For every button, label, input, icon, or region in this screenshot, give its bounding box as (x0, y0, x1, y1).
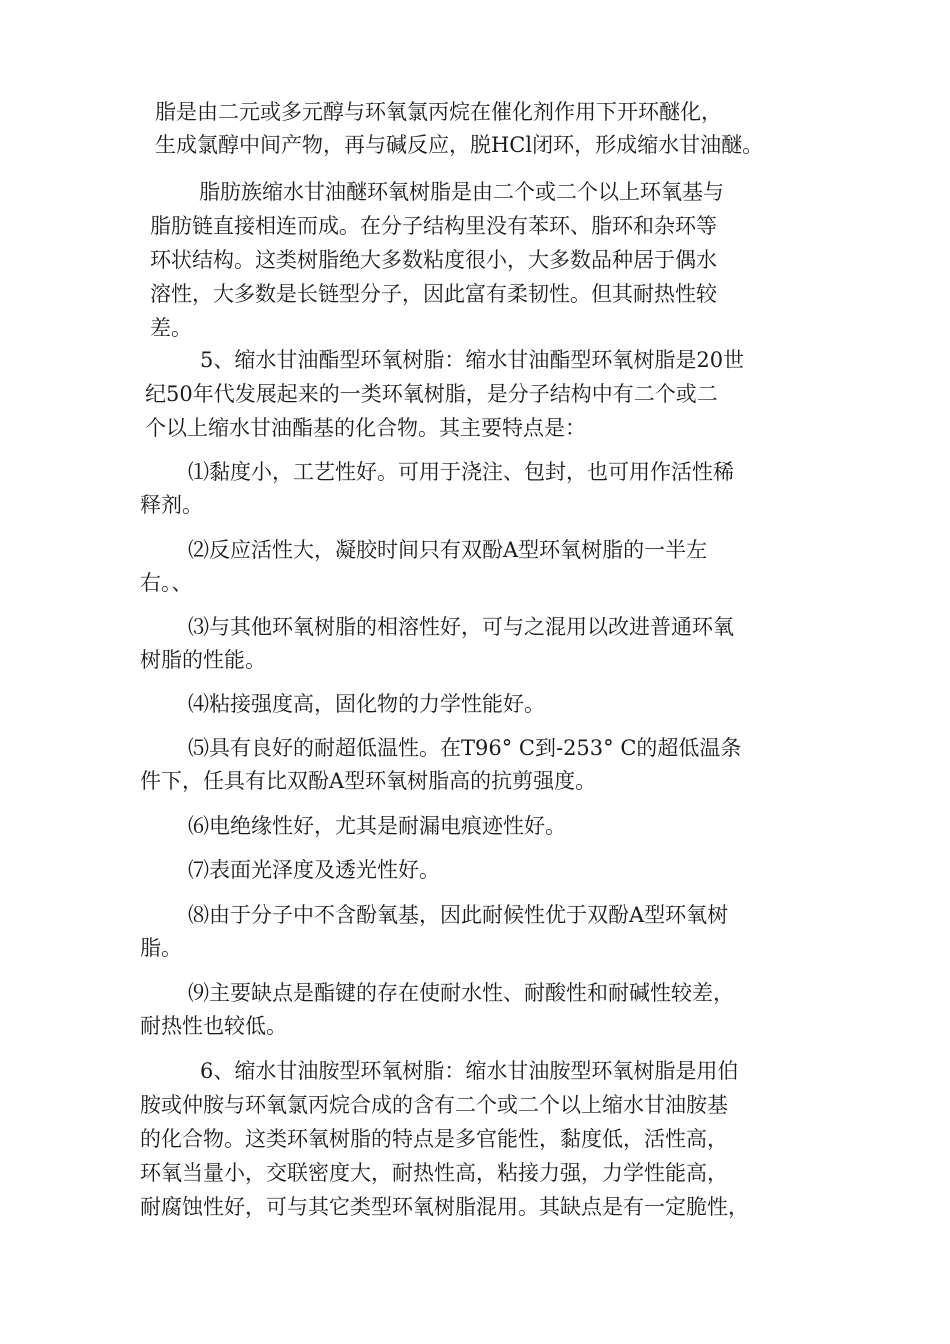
text-line: 环状结构。这类树脂绝大多数粘度很小，大多数品种居于偶水 (150, 248, 717, 272)
text-line: ⑻由于分子中不含酚氧基，因此耐候性优于双酚A型环氧树 (188, 903, 729, 927)
text-line: ⑸具有良好的耐超低温性。在T96° C到-253° C的超低温条 (188, 736, 742, 760)
text-line: 6、缩水甘油胺型环氧树脂：缩水甘油胺型环氧树脂是用伯 (200, 1059, 739, 1083)
text-line: ⑼主要缺点是酯键的存在使耐水性、耐酸性和耐碱性较差， (188, 981, 734, 1005)
text-line: 的化合物。这类环氧树脂的特点是多官能性，黏度低，活性高， (140, 1127, 728, 1151)
text-line: 树脂的性能。 (140, 648, 266, 672)
text-line: 耐热性也较低。 (140, 1014, 287, 1038)
text-line: ⑵反应活性大，凝胶时间只有双酚A型环氧树脂的一半左 (188, 538, 708, 562)
text-line: 脂。 (140, 936, 182, 960)
text-line: 脂肪族缩水甘油醚环氧树脂是由二个或二个以上环氧基与 (199, 180, 724, 204)
text-line: ⑶与其他环氧树脂的相溶性好，可与之混用以改进普通环氧 (188, 615, 734, 639)
text-line: ⑺表面光泽度及透光性好。 (188, 858, 440, 882)
text-line: 脂肪链直接相连而成。在分子结构里没有苯环、脂环和杂环等 (150, 214, 717, 238)
text-line: 耐腐蚀性好，可与其它类型环氧树脂混用。其缺点是有一定脆性， (140, 1195, 749, 1219)
text-line: 件下，任具有比双酚A型环氧树脂高的抗剪强度。 (140, 769, 597, 793)
text-line: 纪50年代发展起来的一类环氧树脂，是分子结构中有二个或二 (145, 382, 718, 406)
text-line: 5、缩水甘油酯型环氧树脂：缩水甘油酯型环氧树脂是20世 (200, 348, 745, 372)
text-line: 右。、 (140, 571, 193, 595)
text-line: ⑹电绝缘性好，尤其是耐漏电痕迹性好。 (188, 814, 566, 838)
text-line: 个以上缩水甘油酯基的化合物。其主要特点是： (145, 416, 586, 440)
text-line: 溶性，大多数是长链型分子，因此富有柔韧性。但其耐热性较 (150, 282, 717, 306)
text-line: 生成氯醇中间产物，再与碱反应，脱HCl闭环，形成缩水甘油醚。 (155, 133, 764, 157)
text-line: 脂是由二元或多元醇与环氧氯丙烷在催化剂作用下开环醚化， (155, 100, 722, 124)
text-line: 差。 (150, 316, 192, 340)
text-line: 胺或仲胺与环氧氯丙烷合成的含有二个或二个以上缩水甘油胺基 (140, 1093, 728, 1117)
text-line: ⑴黏度小，工艺性好。可用于浇注、包封，也可用作活性稀 (188, 460, 734, 484)
text-line: ⑷粘接强度高，固化物的力学性能好。 (188, 692, 545, 716)
text-line: 释剂。 (140, 493, 203, 517)
text-line: 环氧当量小，交联密度大，耐热性高，粘接力强，力学性能高， (140, 1161, 728, 1185)
